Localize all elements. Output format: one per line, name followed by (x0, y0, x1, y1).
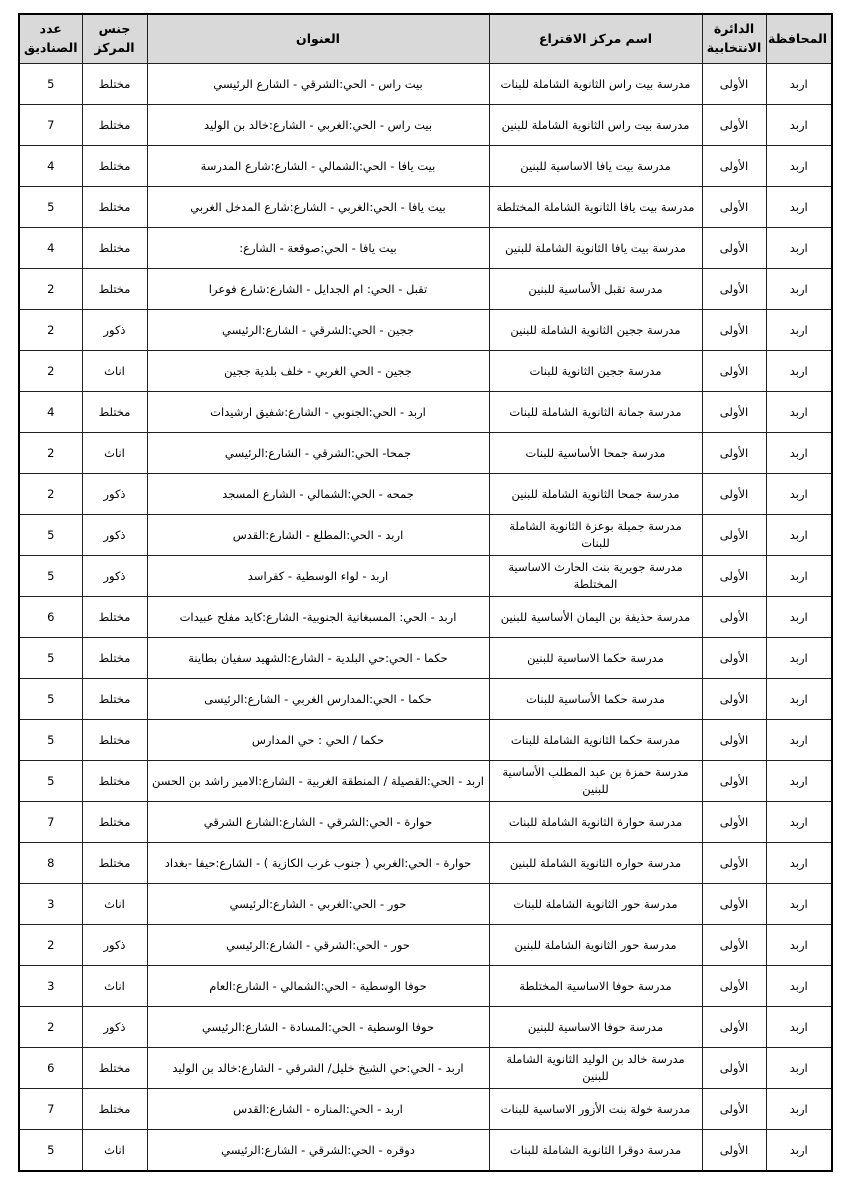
cell-address: ججين - الحي الغربي - خلف بلدية ججين (147, 351, 489, 392)
cell-gender: مختلط (82, 802, 147, 843)
cell-center-name: مدرسة حوفا الاساسية المختلطة (489, 966, 702, 1007)
cell-district: الأولى (702, 556, 766, 597)
cell-gender: ذكور (82, 556, 147, 597)
cell-gender: ذكور (82, 1007, 147, 1048)
table-row (19, 597, 832, 638)
table-row (19, 146, 832, 187)
cell-boxes-count: 6 (19, 597, 82, 638)
table-header (19, 14, 832, 64)
table-row (19, 802, 832, 843)
cell-gender: مختلط (82, 64, 147, 105)
cell-address: حكما - الحي:حي البلدية - الشارع:الشهيد سفيان بطاينة (147, 638, 489, 679)
cell-gender: ذكور (82, 310, 147, 351)
cell-district: الأولى (702, 720, 766, 761)
cell-center-name: مدرسة خالد بن الوليد الثانوية الشاملة للبنين (489, 1048, 702, 1089)
cell-center-name: مدرسة جميلة بوعزة الثانوية الشاملة للبنات (489, 515, 702, 556)
cell-boxes-count: 5 (19, 638, 82, 679)
cell-boxes-count: 5 (19, 515, 82, 556)
cell-gender: مختلط (82, 228, 147, 269)
cell-gender: اناث (82, 433, 147, 474)
cell-address: حوارة - الحي:الغربي ( جنوب غرب الكازية ) - الشارع:حيفا -بغداد (147, 843, 489, 884)
cell-boxes-count: 5 (19, 761, 82, 802)
cell-governorate: اربد (766, 228, 832, 269)
cell-gender: مختلط (82, 638, 147, 679)
cell-center-name: مدرسة حوارة الثانوية الشاملة للبنات (489, 802, 702, 843)
cell-gender: اناث (82, 1130, 147, 1172)
cell-center-name: مدرسة بيت يافا الاساسية للبنين (489, 146, 702, 187)
table-row (19, 679, 832, 720)
cell-boxes-count: 7 (19, 1089, 82, 1130)
cell-boxes-count: 5 (19, 64, 82, 105)
cell-district: الأولى (702, 884, 766, 925)
cell-address: اربد - لواء الوسطية - كفراسد (147, 556, 489, 597)
header-boxes-count: عدد الصناديق (19, 14, 82, 64)
cell-address: اربد - الحي:المطلع - الشارع:القدس (147, 515, 489, 556)
cell-boxes-count: 8 (19, 843, 82, 884)
cell-gender: مختلط (82, 187, 147, 228)
cell-district: الأولى (702, 966, 766, 1007)
cell-boxes-count: 2 (19, 1007, 82, 1048)
cell-center-name: مدرسة حور الثانوية الشاملة للبنين (489, 925, 702, 966)
cell-center-name: مدرسة حذيفة بن اليمان الأساسية للبنين (489, 597, 702, 638)
table-row (19, 228, 832, 269)
cell-district: الأولى (702, 474, 766, 515)
header-governorate: المحافظة (766, 14, 832, 64)
cell-governorate: اربد (766, 392, 832, 433)
polling-centers-table (18, 13, 833, 1172)
cell-gender: ذكور (82, 515, 147, 556)
cell-address: حوارة - الحي:الشرقي - الشارع:الشارع الشرقي (147, 802, 489, 843)
cell-address: تقبل - الحي: ام الجدايل - الشارع:شارع فوعرا (147, 269, 489, 310)
cell-gender: مختلط (82, 269, 147, 310)
table-row (19, 64, 832, 105)
cell-center-name: مدرسة بيت يافا الثانوية الشاملة المختلطة (489, 187, 702, 228)
table-row (19, 1048, 832, 1089)
cell-district: الأولى (702, 187, 766, 228)
cell-boxes-count: 4 (19, 228, 82, 269)
table-row (19, 392, 832, 433)
cell-gender: مختلط (82, 720, 147, 761)
cell-district: الأولى (702, 679, 766, 720)
table-row (19, 474, 832, 515)
cell-address: حكما / الحي : حي المدارس (147, 720, 489, 761)
cell-district: الأولى (702, 761, 766, 802)
cell-gender: مختلط (82, 1089, 147, 1130)
cell-district: الأولى (702, 146, 766, 187)
table-row (19, 556, 832, 597)
table-row (19, 1089, 832, 1130)
cell-district: الأولى (702, 269, 766, 310)
table-row (19, 1130, 832, 1172)
cell-address: حوفا الوسطية - الحي:الشمالي - الشارع:العام (147, 966, 489, 1007)
cell-address: اربد - الحي: المسبغانية الجنوبية- الشارع:كايد مفلح عبيدات (147, 597, 489, 638)
cell-center-name: مدرسة جويرية بنت الحارث الاساسية المختلطة (489, 556, 702, 597)
cell-governorate: اربد (766, 1130, 832, 1172)
cell-boxes-count: 2 (19, 269, 82, 310)
table-row (19, 884, 832, 925)
table-row (19, 1007, 832, 1048)
cell-governorate: اربد (766, 884, 832, 925)
cell-address: اربد - الحي:الجنوبي - الشارع:شفيق ارشيدات (147, 392, 489, 433)
cell-district: الأولى (702, 105, 766, 146)
cell-governorate: اربد (766, 679, 832, 720)
cell-address: بيت يافا - الحي:الغربي - الشارع:شارع المدخل الغربي (147, 187, 489, 228)
cell-governorate: اربد (766, 843, 832, 884)
cell-governorate: اربد (766, 638, 832, 679)
cell-center-name: مدرسة جمحا الأساسية للبنات (489, 433, 702, 474)
cell-boxes-count: 2 (19, 433, 82, 474)
cell-boxes-count: 5 (19, 556, 82, 597)
cell-center-name: مدرسة بيت راس الثانوية الشاملة للبنين (489, 105, 702, 146)
cell-district: الأولى (702, 392, 766, 433)
cell-governorate: اربد (766, 1007, 832, 1048)
cell-gender: ذكور (82, 474, 147, 515)
table-row (19, 925, 832, 966)
cell-center-name: مدرسة حكما الأساسية للبنات (489, 679, 702, 720)
cell-gender: مختلط (82, 1048, 147, 1089)
cell-address: حور - الحي:الغربي - الشارع:الرئيسي (147, 884, 489, 925)
cell-district: الأولى (702, 1089, 766, 1130)
cell-boxes-count: 4 (19, 392, 82, 433)
cell-address: اربد - الحي:حي الشيخ خليل/ الشرقي - الشارع:خالد بن الوليد (147, 1048, 489, 1089)
table-row (19, 720, 832, 761)
table-row (19, 105, 832, 146)
cell-center-name: مدرسة حكما الاساسية للبنين (489, 638, 702, 679)
cell-governorate: اربد (766, 925, 832, 966)
cell-district: الأولى (702, 64, 766, 105)
cell-boxes-count: 2 (19, 310, 82, 351)
cell-gender: اناث (82, 966, 147, 1007)
cell-address: دوقره - الحي:الشرقي - الشارع:الرئيسي (147, 1130, 489, 1172)
cell-gender: مختلط (82, 146, 147, 187)
cell-boxes-count: 5 (19, 187, 82, 228)
cell-center-name: مدرسة ججين الثانوية الشاملة للبنين (489, 310, 702, 351)
cell-address: اربد - الحي:القصيلة / المنطقة الغربية - الشارع:الامير راشد بن الحسن (147, 761, 489, 802)
cell-governorate: اربد (766, 515, 832, 556)
cell-center-name: مدرسة بيت راس الثانوية الشاملة للبنات (489, 64, 702, 105)
cell-address: حكما - الحي:المدارس الغربي - الشارع:الرئيسى (147, 679, 489, 720)
cell-district: الأولى (702, 1007, 766, 1048)
cell-boxes-count: 7 (19, 105, 82, 146)
header-center-name: اسم مركز الاقتراع (489, 14, 702, 64)
cell-address: اربد - الحي:المناره - الشارع:القدس (147, 1089, 489, 1130)
cell-district: الأولى (702, 597, 766, 638)
table-row (19, 433, 832, 474)
table-row (19, 515, 832, 556)
cell-governorate: اربد (766, 187, 832, 228)
cell-district: الأولى (702, 228, 766, 269)
table-row (19, 966, 832, 1007)
cell-boxes-count: 5 (19, 1130, 82, 1172)
cell-governorate: اربد (766, 310, 832, 351)
cell-boxes-count: 5 (19, 679, 82, 720)
cell-district: الأولى (702, 802, 766, 843)
cell-boxes-count: 2 (19, 925, 82, 966)
cell-address: بيت راس - الحي:الغربي - الشارع:خالد بن الوليد (147, 105, 489, 146)
cell-gender: اناث (82, 351, 147, 392)
cell-governorate: اربد (766, 269, 832, 310)
cell-gender: مختلط (82, 843, 147, 884)
cell-gender: مختلط (82, 761, 147, 802)
cell-governorate: اربد (766, 351, 832, 392)
cell-address: بيت راس - الحي:الشرقي - الشارع الرئيسي (147, 64, 489, 105)
table-row (19, 843, 832, 884)
cell-governorate: اربد (766, 105, 832, 146)
cell-center-name: مدرسة حكما الثانوية الشاملة للبنات (489, 720, 702, 761)
cell-district: الأولى (702, 1130, 766, 1172)
cell-district: الأولى (702, 638, 766, 679)
cell-governorate: اربد (766, 433, 832, 474)
cell-address: جمحا- الحي:الشرقي - الشارع:الرئيسي (147, 433, 489, 474)
header-district: الدائرة الانتخابية (702, 14, 766, 64)
cell-district: الأولى (702, 843, 766, 884)
cell-center-name: مدرسة دوقرا الثانوية الشاملة للبنات (489, 1130, 702, 1172)
table-row (19, 269, 832, 310)
cell-address: حوفا الوسطية - الحي:المسادة - الشارع:الرئيسي (147, 1007, 489, 1048)
cell-address: ججين - الحي:الشرقي - الشارع:الرئيسي (147, 310, 489, 351)
cell-governorate: اربد (766, 761, 832, 802)
cell-boxes-count: 5 (19, 720, 82, 761)
cell-governorate: اربد (766, 1048, 832, 1089)
cell-center-name: مدرسة حوفا الاساسية للبنين (489, 1007, 702, 1048)
cell-center-name: مدرسة حور الثانوية الشاملة للبنات (489, 884, 702, 925)
cell-governorate: اربد (766, 720, 832, 761)
cell-boxes-count: 2 (19, 474, 82, 515)
cell-gender: مختلط (82, 392, 147, 433)
cell-governorate: اربد (766, 597, 832, 638)
table-body (19, 64, 832, 1172)
cell-center-name: مدرسة جمانة الثانوية الشاملة للبنات (489, 392, 702, 433)
table-row (19, 310, 832, 351)
cell-center-name: مدرسة خولة بنت الأزور الاساسية للبنات (489, 1089, 702, 1130)
cell-address: حور - الحي:الشرقي - الشارع:الرئيسي (147, 925, 489, 966)
header-address: العنوان (147, 14, 489, 64)
cell-center-name: مدرسة جمحا الثانوية الشاملة للبنين (489, 474, 702, 515)
cell-boxes-count: 4 (19, 146, 82, 187)
cell-governorate: اربد (766, 966, 832, 1007)
cell-address: جمحه - الحي:الشمالي - الشارع المسجد (147, 474, 489, 515)
cell-center-name: مدرسة بيت يافا الثانوية الشاملة للبنين (489, 228, 702, 269)
cell-governorate: اربد (766, 474, 832, 515)
cell-governorate: اربد (766, 556, 832, 597)
cell-boxes-count: 3 (19, 884, 82, 925)
cell-governorate: اربد (766, 1089, 832, 1130)
cell-district: الأولى (702, 310, 766, 351)
cell-boxes-count: 7 (19, 802, 82, 843)
cell-gender: اناث (82, 884, 147, 925)
cell-district: الأولى (702, 515, 766, 556)
cell-boxes-count: 2 (19, 351, 82, 392)
cell-center-name: مدرسة حمزة بن عبد المطلب الأساسية للبنين (489, 761, 702, 802)
cell-center-name: مدرسة ججين الثانوية للبنات (489, 351, 702, 392)
table-row (19, 351, 832, 392)
header-row (19, 14, 832, 64)
cell-address: بيت يافا - الحي:الشمالي - الشارع:شارع المدرسة (147, 146, 489, 187)
cell-gender: ذكور (82, 925, 147, 966)
cell-governorate: اربد (766, 146, 832, 187)
cell-boxes-count: 6 (19, 1048, 82, 1089)
table-row (19, 187, 832, 228)
cell-center-name: مدرسة حواره الثانوية الشاملة للبنين (489, 843, 702, 884)
cell-governorate: اربد (766, 64, 832, 105)
cell-gender: مختلط (82, 105, 147, 146)
cell-district: الأولى (702, 351, 766, 392)
cell-gender: مختلط (82, 679, 147, 720)
header-gender: جنس المركز (82, 14, 147, 64)
cell-gender: مختلط (82, 597, 147, 638)
cell-address: بيت يافا - الحي:صوقعة - الشارع: (147, 228, 489, 269)
cell-district: الأولى (702, 925, 766, 966)
cell-district: الأولى (702, 1048, 766, 1089)
cell-governorate: اربد (766, 802, 832, 843)
cell-district: الأولى (702, 433, 766, 474)
cell-boxes-count: 3 (19, 966, 82, 1007)
cell-center-name: مدرسة تقبل الأساسية للبنين (489, 269, 702, 310)
table-row (19, 638, 832, 679)
table-row (19, 761, 832, 802)
